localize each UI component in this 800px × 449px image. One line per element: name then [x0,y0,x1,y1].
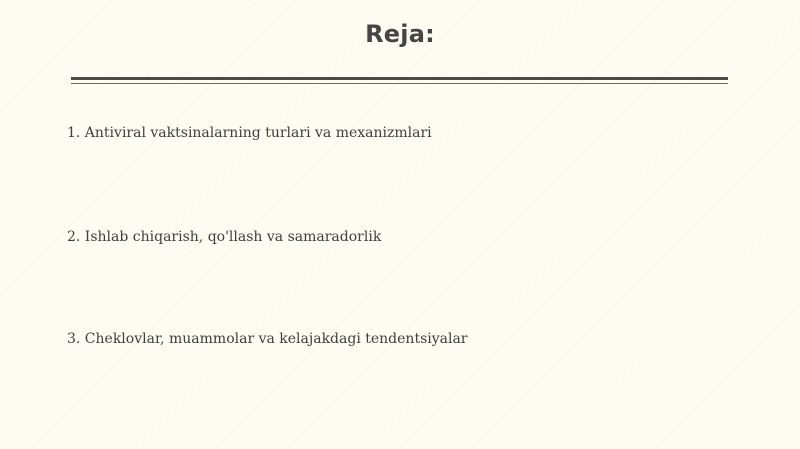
plan-item-1: 1. Antiviral vaktsinalarning turlari va mexanizmlari [67,125,432,141]
title-divider-thin [71,83,728,84]
slide-title: Reja: [365,20,435,48]
title-divider-thick [71,77,728,80]
plan-item-2: 2. Ishlab chiqarish, qo'llash va samaradorlik [67,229,382,245]
plan-item-3: 3. Cheklovlar, muammolar va kelajakdagi tendentsiyalar [67,331,468,347]
